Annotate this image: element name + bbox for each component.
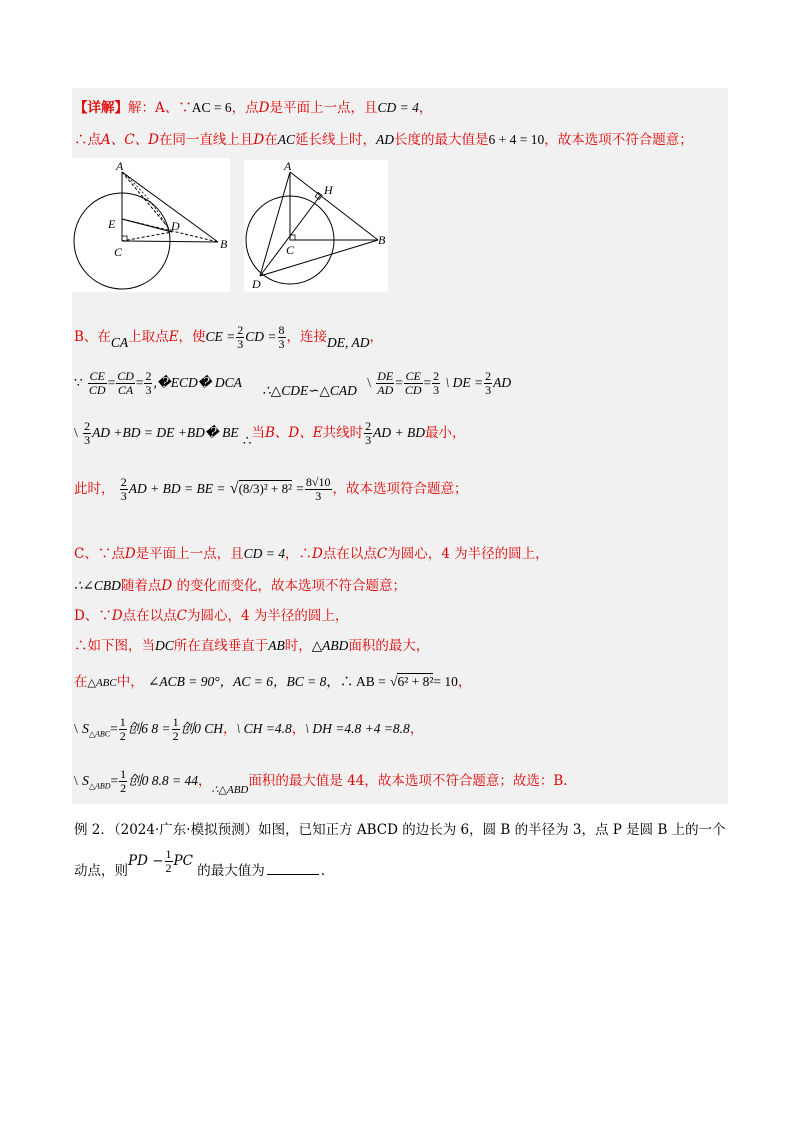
math: \ [74,721,78,736]
text: ，点 [231,100,259,116]
numerator: 2 [145,369,152,383]
numerator: 1 [172,715,179,729]
text: 的变化而变化，故本选项不符合题意； [172,578,407,594]
denominator: 3 [120,489,127,503]
label-e: E [108,217,116,231]
fraction [484,370,492,397]
fraction [83,420,91,447]
denominator: 3 [237,337,244,351]
figure-2 [244,160,388,292]
sqrt: √(8/3)² + 8² [229,480,292,497]
text: 点在以点 [122,608,177,624]
fraction [144,370,152,397]
text: 为圆心，4 为半径的圆上， [387,546,549,562]
fraction [119,768,127,795]
point-label: C [376,546,388,562]
label-c: C [286,243,295,257]
math: \ [74,773,78,788]
math: ，∴ AB = [326,674,386,689]
text: . [320,863,326,879]
fraction [364,420,372,447]
math: △ABD [311,638,349,653]
text: 点在以点 [322,546,377,562]
math: CE = [205,329,236,344]
solution-line-b1 [74,324,383,351]
text: 解：A、∵ [128,100,192,116]
math: CD = 4 [377,100,419,115]
point-label: D [124,546,136,562]
solution-line-b4 [74,476,468,503]
numerator: 1 [119,715,126,729]
math: 创0 CH [180,721,223,736]
sqrt: √6² + 8² [390,674,434,689]
point-label: D [253,132,265,148]
label-a: A [116,159,124,173]
text: 在 [264,132,278,148]
solution-line-d1 [74,604,348,624]
text: 此时， [74,481,115,497]
math: \ DE = [445,375,484,390]
math: = [395,375,403,390]
fraction [116,370,135,397]
denominator: 3 [145,383,152,397]
solution-line-c2 [74,574,406,594]
math: = [110,773,119,788]
fraction [119,716,127,743]
denominator: CA [117,383,134,397]
math: PC [173,853,193,869]
denominator: 2 [172,729,179,743]
math: = [110,721,118,736]
fraction [305,476,332,503]
text: ，∴ [285,546,313,562]
solution-line-d3 [74,670,471,690]
text: ， [369,329,384,345]
point-label: D [161,578,173,594]
fraction [165,848,173,875]
text: D、∵ [74,608,112,624]
numerator: 2 [485,369,492,383]
denominator: 3 [433,383,440,397]
radicand: (8/3)² + 8² [238,481,292,496]
text: ，故本选项符合题意； [332,481,468,497]
text: ， [457,674,472,690]
math: 创6 8 = [127,721,171,736]
numerator: CE [89,369,105,383]
math: ∠ACB = 90°，AC = 6，BC = 8 [148,674,327,689]
math: ,�ECD� DCA [153,375,242,390]
figure-2-svg [244,160,388,292]
numerator: CE [405,369,421,383]
text: ， [409,721,424,737]
text: ， [222,721,237,737]
math: AC = 6 [191,100,232,115]
numerator: 2 [365,419,372,433]
solution-line-b3 [74,420,465,447]
math: S [82,721,89,736]
text: 长度的最大值是 [394,132,489,148]
text: ， [198,773,212,789]
point-label: E [168,329,179,345]
math: = 10 [433,674,458,689]
point-label: D [258,100,270,116]
point-label: D [111,608,123,624]
example-2-line-2 [74,847,326,879]
math: \ [367,375,371,390]
solution-line-1 [74,96,432,116]
math: = [423,375,432,390]
text: 中， [116,674,144,690]
math: DC [155,638,174,653]
denominator: 3 [315,489,322,503]
math: CD = 4 [243,546,286,561]
example-2-line-1: 例 2．（2024·广东·模拟预测）如图，已知正方 ABCD 的边长为 6，圆 B 的半径为 3，点 P 是圆 B 上的一个 [74,822,726,838]
math: ∵ [74,375,83,390]
text: ，连接 [286,329,328,345]
seg-db [260,240,378,276]
math: = [107,375,116,390]
text: 动点，则 [74,863,128,879]
numerator: 8√10 [305,475,331,489]
math: 创0 8.8 = 44 [128,773,199,788]
text: 面积的最大， [348,638,430,654]
label-c: C [114,245,123,259]
fraction [172,716,180,743]
math: 6 + 4 = 10 [488,132,545,147]
fraction [120,476,128,503]
denominator: 2 [165,861,172,875]
text: ，故本选项不符合题意； [544,132,693,148]
point-labels: A、C、D [101,132,159,148]
math: AB [268,638,285,653]
fraction [376,370,394,397]
denominator: 3 [84,433,91,447]
math: AD + BD [373,425,425,440]
denominator: 3 [365,433,372,447]
text: 是平面上一点，且 [135,546,244,562]
text: 随着点 [120,578,162,594]
label-a: A [284,160,292,173]
subscript: △ABC [88,729,111,739]
seg-ed [122,219,172,232]
text: 面积的最大值是 44，故本选项不符合题意；故选：B. [248,773,568,789]
denominator: 3 [278,337,285,351]
fraction [236,324,244,351]
text: 所在直线垂直于 [173,638,269,654]
math: S [82,773,89,788]
label-d: D [171,219,180,233]
math: \ [74,425,78,440]
denominator: 3 [485,383,492,397]
seg-cb [122,241,218,242]
math: = [135,375,144,390]
text: 为圆心，4 为半径的圆上， [187,608,349,624]
seg-ab [290,172,378,240]
solution-line-2 [74,128,693,148]
math: DE, AD [327,335,370,350]
seg-cd [122,232,172,241]
denominator: CD [88,383,106,397]
answer-blank[interactable] [267,874,319,875]
math: \ CH =4.8 [236,721,292,736]
denominator: CD [404,383,422,397]
denominator: AD [377,383,394,397]
text: 最小， [424,425,466,441]
math: PD − [128,853,164,869]
fraction [404,370,423,397]
text: B、在 [74,329,111,345]
point-label: D [312,546,323,562]
denominator: 2 [120,781,127,795]
denominator: 2 [119,729,126,743]
text: 上取点 [128,329,169,345]
text: 在同一直线上且 [158,132,254,148]
numerator: 2 [433,369,440,383]
math: CD = [245,329,277,344]
figure-1-svg [72,158,230,292]
math: AD [493,375,512,390]
label-h: H [324,183,333,197]
math: AD +BD = DE +BD� BE [92,425,239,440]
text: ， [418,100,433,116]
fraction [278,324,286,351]
figure-1 [72,158,230,292]
numerator: 2 [237,323,244,337]
fraction [88,370,107,397]
label-d: D [252,277,261,291]
solution-line-d4 [74,716,423,743]
math: ∴∠CBD [74,578,121,593]
label-b: B [378,233,386,247]
seg-da [260,172,290,276]
text: ， [291,721,306,737]
fraction [432,370,440,397]
math: ∴△ABD [211,784,249,796]
text: 是平面上一点，且 [269,100,378,116]
detail-tag: 【详解】 [74,100,128,116]
text: 延长线上时， [295,132,376,148]
solution-line-d2 [74,634,429,654]
text: 时， [284,638,312,654]
text: 的最大值为 [197,863,265,879]
math: AC [277,132,295,147]
math: AD + BD = BE = [128,481,226,496]
solution-line-d5 [74,768,568,795]
numerator: 1 [165,847,172,861]
numerator: CD [117,369,134,383]
math: AD [376,132,394,147]
text: C、∵点 [74,546,125,562]
numerator: 2 [120,475,127,489]
radicand: 6² + 8² [397,674,434,689]
point-label: C [176,608,187,624]
solution-line-b2 [74,370,511,397]
math: CA [110,335,129,350]
numerator: 1 [120,767,127,781]
math: △ABC [87,677,117,689]
math: \ DH =4.8 +4 =8.8 [305,721,410,736]
numerator: DE [377,369,394,383]
math: ∴ [242,433,252,448]
text: 共线时 [322,425,364,441]
math: = [296,481,304,496]
subscript: △ABD [88,781,111,791]
numerator: 8 [278,323,285,337]
text: ∴点 [74,132,101,148]
text: 当 [251,425,265,441]
label-b: B [220,237,228,251]
text: ∴如下图，当 [74,638,155,654]
math: ∴△CDE∽△CAD [262,383,357,398]
point-labels: B、D、E [264,425,323,441]
solution-line-c1 [74,542,549,562]
text: 在 [74,674,88,690]
seg-ad [122,172,172,232]
text: ，使 [178,329,206,345]
numerator: 2 [84,419,91,433]
